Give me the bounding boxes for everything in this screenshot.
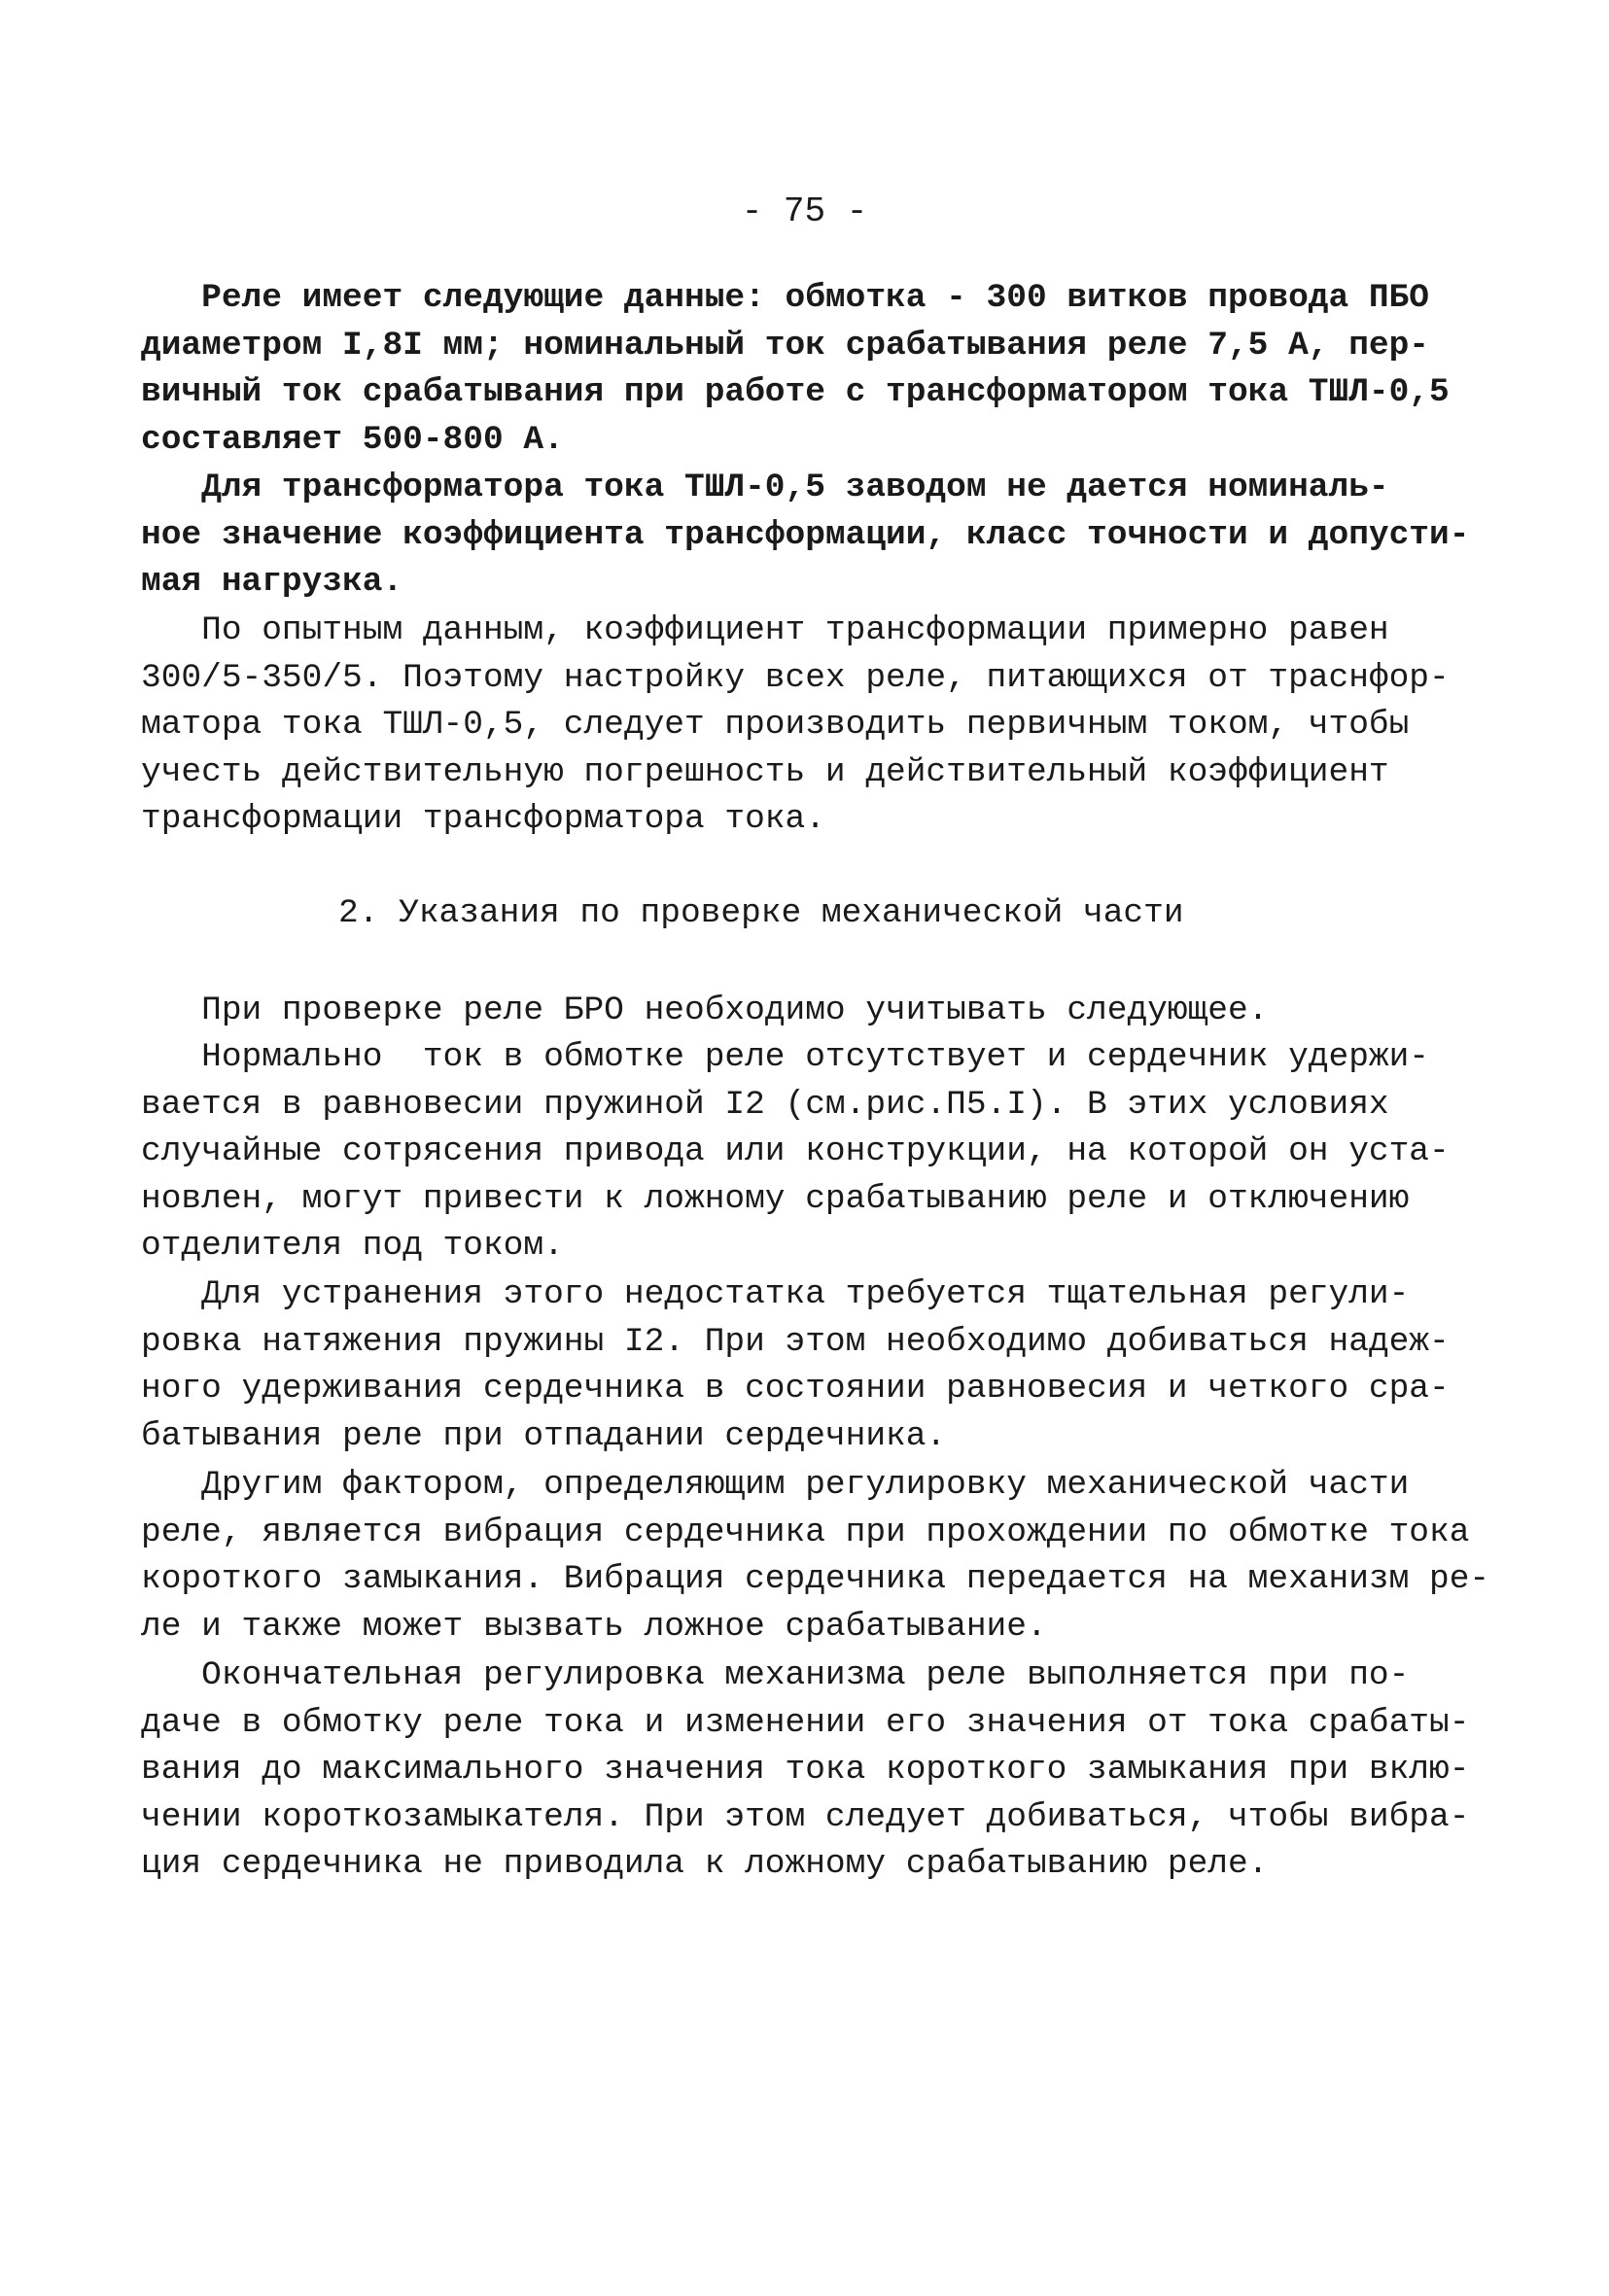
text-line: вания до максимального значения тока короткого замыкания при вклю-: [141, 1751, 1470, 1789]
text-line: ле и также может вызвать ложное срабатывание.: [141, 1607, 1047, 1646]
text-line: вается в равновесии пружиной I2 (см.рис.П5.I). В этих условиях: [141, 1085, 1389, 1124]
text-line: Нормально ток в обмотке реле отсутствует и сердечник удержи-: [141, 1038, 1430, 1076]
text-line: При проверке реле БРО необходимо учитывать следующее.: [141, 991, 1269, 1029]
text-line: батывания реле при отпадании сердечника.: [141, 1416, 947, 1455]
text-line: мая нагрузка.: [141, 563, 403, 601]
text-line: составляет 500-800 А.: [141, 420, 564, 459]
text-line: Другим фактором, определяющим регулировку механической части: [141, 1466, 1410, 1504]
text-line: трансформации трансформатора тока.: [141, 800, 825, 838]
section-heading: 2. Указания по проверке механической части: [338, 894, 1184, 932]
text-line: ция сердечника не приводила к ложному срабатыванию реле.: [141, 1845, 1269, 1883]
text-line: матора тока ТШЛ-0,5, следует производить первичным током, чтобы: [141, 706, 1410, 744]
text-line: По опытным данным, коэффициент трансформации примерно равен: [141, 611, 1389, 649]
paragraph-final-adjustment: [141, 1652, 1470, 1889]
text-line: Реле имеет следующие данные: обмотка - 300 витков провода ПБО: [141, 279, 1430, 317]
page-number: - 75 -: [741, 191, 868, 231]
text-line: новлен, могут привести к ложному срабатыванию реле и отключению: [141, 1179, 1410, 1218]
text-line: вичный ток срабатывания при работе с трансформатором тока ТШЛ-0,5: [141, 373, 1450, 411]
text-line: Для трансформатора тока ТШЛ-0,5 заводом не дается номиналь-: [141, 469, 1389, 506]
paragraph-experimental-data: [141, 608, 1450, 844]
text-line: ного удерживания сердечника в состоянии равновесия и четкого сра-: [141, 1370, 1450, 1408]
text-line: ное значение коэффициента трансформации, класс точности и допусти-: [141, 515, 1470, 554]
text-line: учесть действительную погрешность и действительный коэффициент: [141, 752, 1389, 791]
text-line: 300/5-350/5. Поэтому настройку всех реле, питающихся от траснфор-: [141, 658, 1450, 697]
paragraph-check-intro: [141, 988, 1434, 1035]
text-line: Для устранения этого недостатка требуется тщательная регули-: [141, 1275, 1410, 1313]
text-line: даче в обмотку реле тока и изменении его значения от тока срабаты-: [141, 1703, 1470, 1742]
text-line: реле, является вибрация сердечника при прохождении по обмотке тока: [141, 1513, 1470, 1551]
paragraph-relay-data: [141, 275, 1450, 464]
text-line: чении короткозамыкателя. При этом следует добиваться, чтобы вибра-: [141, 1797, 1470, 1836]
paragraph-transformer-note: [141, 465, 1470, 607]
text-line: ровка натяжения пружины I2. При этом необходимо добиваться надеж-: [141, 1322, 1450, 1361]
paragraph-spring-adjustment: [141, 1271, 1450, 1460]
text-line: Окончательная регулировка механизма реле выполняется при по-: [141, 1656, 1410, 1694]
text-line: случайные сотрясения привода или конструкции, на которой он уста-: [141, 1132, 1450, 1170]
text-line: диаметром I,8I мм; номинальный ток срабатывания реле 7,5 А, пер-: [141, 326, 1430, 365]
paragraph-vibration-factor: [141, 1462, 1490, 1651]
text-line: отделителя под током.: [141, 1227, 564, 1265]
text-line: короткого замыкания. Вибрация сердечника передается на механизм ре-: [141, 1560, 1490, 1598]
paragraph-normal-state: [141, 1034, 1450, 1270]
